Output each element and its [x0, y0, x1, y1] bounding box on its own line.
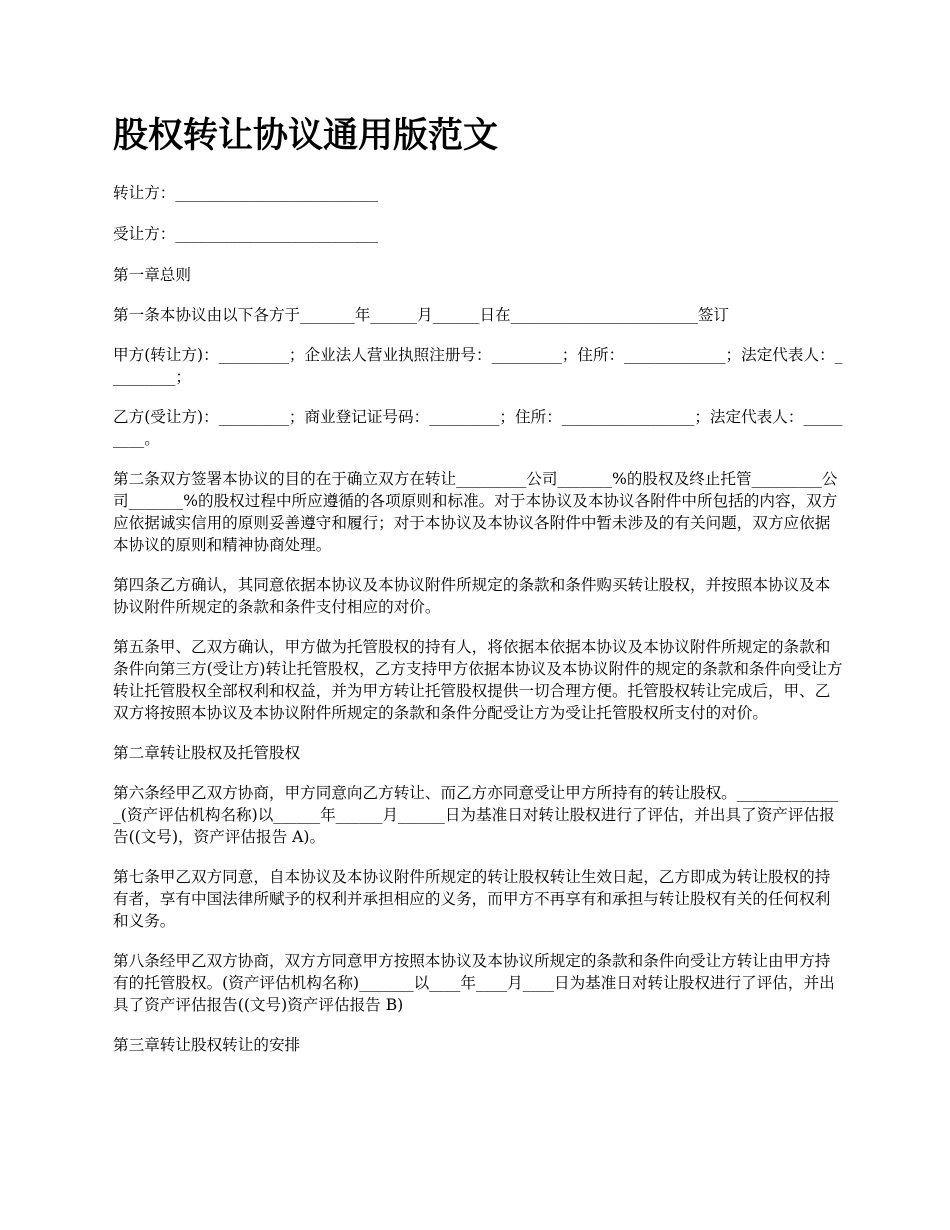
- transferor-field: 转让方：__________________________: [113, 184, 379, 202]
- document-page: [113, 108, 843, 1074]
- chapter-heading: 第三章转让股权转让的安排: [113, 1036, 301, 1054]
- article-paragraph: 第五条甲、乙双方确认，甲方做为托管股权的持有人，将依据本依据本协议及本协议附件所规定的条款和条件向第三方(受让方)转让托管股权，乙方支持甲方依据本协议及本协议附件的规定的条款和条件向受让方转让托管股权全部权利和权益，并为甲方转让托管股权提供一切合理方便。托管股权转让完成后，甲、乙双方将按照本协议及本协议附件所规定的条款和条件分配受让方为受让托管股权所支付的对价。: [113, 638, 843, 722]
- chapter-heading: 第一章总则: [113, 266, 191, 284]
- chapter-heading: 第二章转让股权及托管股权: [113, 744, 301, 762]
- transferee-field: 受让方：__________________________: [113, 225, 379, 243]
- article-paragraph: 第八条经甲乙双方协商，双方方同意甲方按照本协议及本协议所规定的条款和条件向受让方转让由甲方持有的托管股权。(资产评估机构名称)_______以____年____月____日为基准日对转让股权进行了评估，并出具了资产评估报告((文号)资产评估报告 B): [113, 952, 835, 1014]
- article-paragraph: 第一条本协议由以下各方于_______年______月______日在________________________签订: [113, 306, 729, 324]
- article-paragraph: 第六条经甲乙双方协商，甲方同意向乙方转让、而乙方亦同意受让甲方所持有的转让股权。______________(资产评估机构名称)以______年______月______日为基准日对转让股权进行了评估，并出具了资产评估报告((文号)，资产评估报告 A)。: [113, 784, 839, 846]
- document-title: 股权转让协议通用版范文: [113, 116, 499, 156]
- article-paragraph: 第七条甲乙双方同意，自本协议及本协议附件所规定的转让股权转让生效日起，乙方即成为转让股权的持有者，享有中国法律所赋予的权利并承担相应的义务，而甲方不再享有和承担与转让股权有关的任何权利和义务。: [113, 868, 831, 930]
- article-paragraph: 第二条双方签署本协议的目的在于确立双方在转让_________公司_______%的股权及终止托管_________公司_______%的股权过程中所应遵循的各项原则和标准。对于本协议及本协议各附件中所包括的内容，双方应依据诚实信用的原则妥善遵守和履行；对于本协议及本协议各附件中暂未涉及的有关问题，双方应依据本协议的原则和精神协商处理。: [113, 470, 838, 554]
- article-paragraph: 第四条乙方确认，其同意依据本协议及本协议附件所规定的条款和条件购买转让股权，并按照本协议及本协议附件所规定的条款和条件支付相应的对价。: [113, 576, 831, 616]
- party-b-paragraph: 乙方(受让方)：_________；商业登记证号码：_________；住所：_________________；法定代表人：_________。: [113, 408, 843, 448]
- party-a-paragraph: 甲方(转让方)：_________；企业法人营业执照注册号：_________；住所：_____________；法定代表人：_________；: [113, 346, 843, 386]
